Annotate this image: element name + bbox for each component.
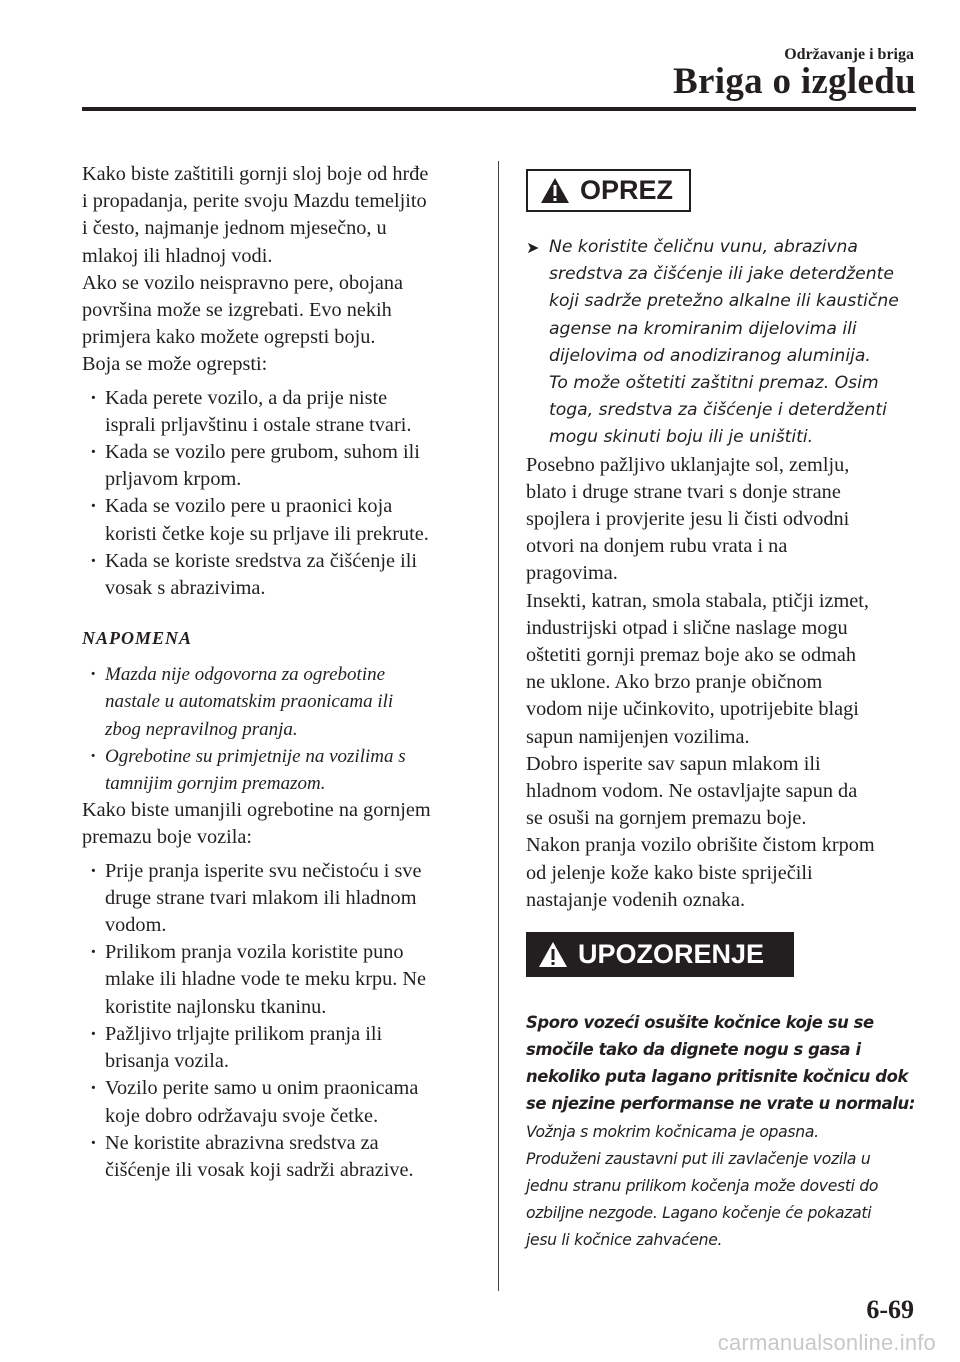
list-item: · Kada se vozilo pere grubom, suhom ili prljavom krpom. xyxy=(82,439,477,493)
caution-label: OPREZ xyxy=(580,175,674,205)
text-line: i propadanja, perite svoju Mazdu temeljito xyxy=(82,190,427,213)
list-item: · Kada se vozilo pere u praonici koja koristi četke koje su prljave ili prekrute. xyxy=(82,493,477,547)
page-number: 6-69 xyxy=(866,1295,914,1324)
warning-triangle-icon xyxy=(538,941,568,968)
column-divider xyxy=(498,161,499,1291)
text-line: površina može se izgrebati. Evo nekih xyxy=(82,299,392,322)
intro-paragraph xyxy=(82,161,477,379)
text-line: Ako se vozilo neispravno pere, obojana xyxy=(82,271,404,294)
note-item: · Ogrebotine su primjetnije na vozilima s tamnijim gornjim premazom. xyxy=(82,743,477,797)
reduce-scratches-intro: Kako biste umanjili ogrebotine na gornjem premazu boje vozila: xyxy=(82,799,431,849)
text-line: mlakoj ili hladnoj vodi. xyxy=(82,244,273,267)
arrow-icon: ➤ xyxy=(526,238,540,257)
reduce-scratches-list xyxy=(82,858,477,1184)
note-list xyxy=(82,661,477,797)
cleaning-paragraph: Posebno pažljivo uklanjajte sol, zemlju, blato i druge strane tvari s donje strane spojlera i provjerite jesu li čisti odvodni otvori na donjem rubu vrata i na pragovima. Insekti, katran, smola stabala, ptičji izmet, industrijski otpad i slične naslage mogu oštetiti gornji premaz boje ako se odmah ne uklone. Ako brzo pranje običnom vodom nije učinkovito, upotrijebite blagi sapun namijenjen vozilima. Dobro isperite sav sapun mlakom ili hladnom vodom. Ne ostavljajte sapun da se osuši na gornjem premazu boje. Nakon pranja vozilo obrišite čistom krpom od jelenje kože kako biste spriječili nastajanje vodenih oznaka. xyxy=(526,453,875,911)
right-column xyxy=(526,169,918,1254)
list-item: · Prije pranja isperite svu nečistoću i sve druge strane tvari mlakom ili hladnom vodom. xyxy=(82,858,477,940)
text-line: i često, najmanje jednom mjesečno, u xyxy=(82,217,387,240)
warning-box xyxy=(526,932,794,977)
text-line: primjera kako možete ogrepsti boju. xyxy=(82,326,376,349)
caution-item: ➤ Ne koristite čeličnu vunu, abrazivna sredstva za čišćenje ili jake deterdžente koji sadrže pretežno alkalne ili kaustične agense na kromiranim dijelovima ili dijelovima od anodiziranog aluminija. To može oštetiti zaštitni premaz. Osim toga, sredstva za čišćenje i deterdženti mogu skinuti boju ili je uništiti. xyxy=(526,234,918,452)
warning-label: UPOZORENJE xyxy=(578,939,765,970)
list-item: · Pažljivo trljajte prilikom pranja ili brisanja vozila. xyxy=(82,1021,477,1075)
left-column xyxy=(82,161,477,1184)
warning-explanation: Vožnja s mokrim kočnicama je opasna. Produženi zaustavni put ili zavlačenje vozila u jednu stranu prilikom kočenja može dovesti do ozbiljne nezgode. Lagano kočenje će pokazati jesu li kočnice zahvaćene. xyxy=(526,1123,879,1250)
page-title: Briga o izgledu xyxy=(673,61,916,102)
note-item: · Mazda nije odgovorna za ogrebotine nastale u automatskim praonicama ili zbog nepravilnog pranja. xyxy=(82,661,477,743)
warning-headline: Sporo vozeći osušite kočnice koje su se smočile tako da dignete nogu s gasa i nekoliko puta lagano pritisnite kočnicu dok se njezine performanse ne vrate u normalu: xyxy=(526,1013,915,1114)
section-heading: Održavanje i briga xyxy=(784,46,914,63)
caution-box xyxy=(526,169,691,212)
list-item: · Ne koristite abrazivna sredstva za čišćenje ili vosak koji sadrži abrazive. xyxy=(82,1130,477,1184)
list-item: · Kada se koriste sredstva za čišćenje ili vosak s abrazivima. xyxy=(82,548,477,602)
scratch-cause-list xyxy=(82,385,477,603)
list-item: · Vozilo perite samo u onim praonicama koje dobro održavaju svoje četke. xyxy=(82,1075,477,1129)
note-heading: NAPOMENA xyxy=(82,628,193,649)
list-item: · Prilikom pranja vozila koristite puno mlake ili hladne vode te meku krpu. Ne koristite najlonsku tkaninu. xyxy=(82,939,477,1021)
header-rule xyxy=(82,107,916,111)
watermark: carmanualsonline.info xyxy=(717,1330,936,1355)
warning-triangle-icon xyxy=(540,177,570,204)
text-line: Kako biste zaštitili gornji sloj boje od hrđe xyxy=(82,163,429,185)
list-item: · Kada perete vozilo, a da prije niste isprali prljavštinu i ostale strane tvari. xyxy=(82,385,477,439)
text-line: Boja se može ogrepsti: xyxy=(82,353,268,376)
